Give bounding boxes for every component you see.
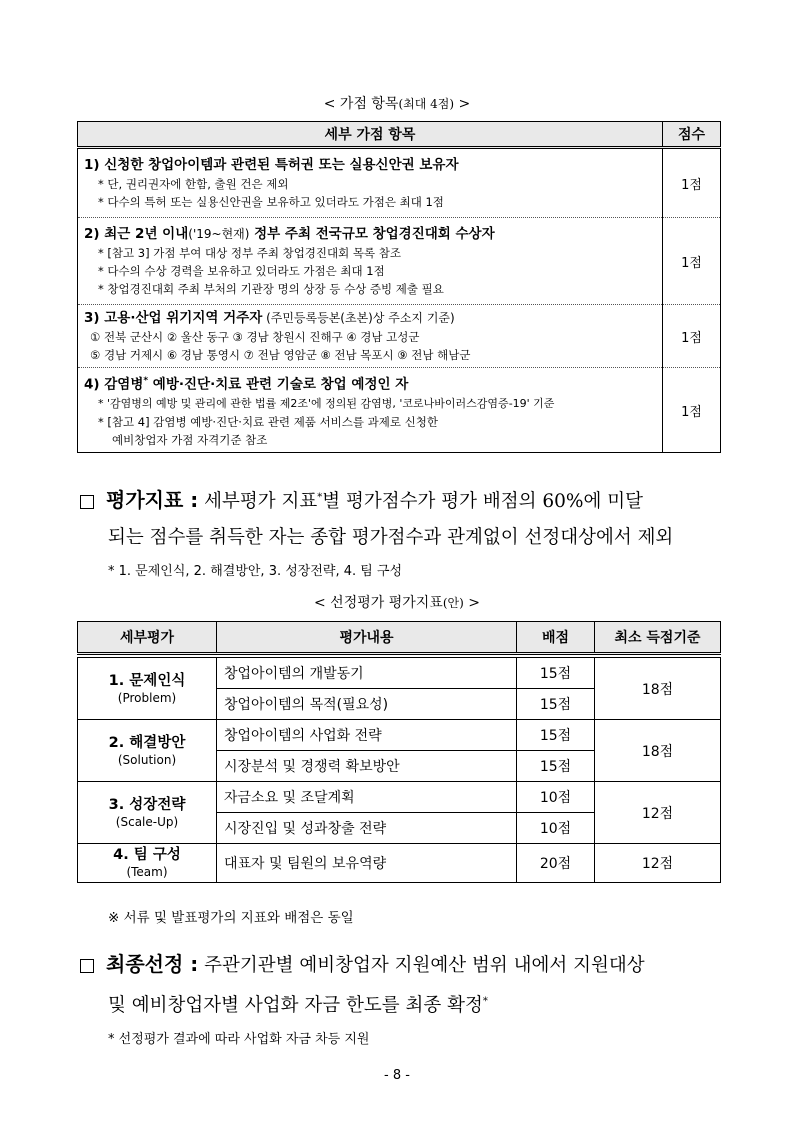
bonus-item-title xyxy=(84,224,656,244)
checkbox-square-icon xyxy=(80,495,94,509)
bonus-item-note: * 창업경진대회 주최 부처의 기관장 명의 상장 등 수상 증빙 제출 필요 xyxy=(98,282,444,296)
paragraph-text: 되는 점수를 취득한 자는 종합 평가점수과 관계없이 선정대상에서 제외 xyxy=(108,527,674,549)
footnote: * 1. 문제인식, 2. 해결방안, 3. 성장전략, 4. 팀 구성 xyxy=(108,564,403,579)
content-cell: 창업아이템의 개발동기 xyxy=(217,658,517,689)
caption-text: < 가점 항목 xyxy=(323,96,399,112)
title-text: 4) 감염병 xyxy=(84,376,144,393)
criterion-english: (Scale-Up) xyxy=(115,814,179,829)
bonus-score: 1점 xyxy=(663,368,721,453)
title-note: (주민등록등본(초본)상 주소지 기준) xyxy=(262,311,455,325)
bonus-points-table xyxy=(77,121,721,453)
criterion-english: (Solution) xyxy=(117,752,177,767)
bonus-item-title xyxy=(84,371,656,395)
title-sup: * xyxy=(143,376,149,387)
table-row xyxy=(78,658,721,689)
region-list: ① 전북 군산시 ② 울산 동구 ③ 경남 창원시 진해구 ④ 경남 고성군 xyxy=(90,330,420,344)
content-cell: 창업아이템의 목적(필요성) xyxy=(217,689,517,720)
bonus-item-note: * 다수의 수상 경력을 보유하고 있더라도 가점은 최대 1점 xyxy=(98,264,385,278)
criterion-name: 4. 팀 구성 xyxy=(113,847,181,863)
caption-text: < 선정평가 평가지표 xyxy=(314,595,443,611)
final-selection-paragraph xyxy=(80,946,722,1024)
criterion-name: 3. 성장전략 xyxy=(108,796,186,813)
paragraph-text: 및 예비창업자별 사업화 자금 한도를 최종 확정 xyxy=(108,995,483,1017)
header-bonus-items: 세부 가점 항목 xyxy=(78,122,663,148)
paragraph-heading: 평가지표 : xyxy=(106,488,199,513)
caption-paren: (최대 4점) xyxy=(398,97,455,111)
title-rest: 예방·진단·치료 관련 기술로 창업 예정인 자 xyxy=(148,376,409,393)
bonus-score: 1점 xyxy=(663,148,721,218)
paragraph-heading: 최종선정 : xyxy=(106,952,199,976)
paragraph-text: 세부평가 지표 xyxy=(198,491,318,513)
bonus-row xyxy=(78,368,721,453)
bonus-item-note: * [참고 4] 감염병 예방·진단·치료 관련 제품 서비스를 과제로 신청한 xyxy=(98,414,438,429)
criterion-name: 2. 해결방안 xyxy=(108,734,186,751)
bonus-row xyxy=(78,148,721,218)
points-cell: 10점 xyxy=(517,813,595,844)
min-score-cell: 12점 xyxy=(595,844,721,883)
bonus-table-caption xyxy=(0,93,794,113)
content-cell: 대표자 및 팀원의 보유역량 xyxy=(217,844,517,883)
caption-end: > xyxy=(454,96,471,112)
min-score-cell: 18점 xyxy=(595,720,721,782)
bonus-item-note: * [참고 3] 가점 부여 대상 정부 주최 창업경진대회 목록 참조 xyxy=(98,246,401,260)
table-note: ※ 서류 및 발표평가의 지표와 배점은 동일 xyxy=(108,910,354,926)
paragraph-text: 주관기관별 예비창업자 지원예산 범위 내에서 지원대상 xyxy=(198,955,645,976)
criterion-english: (Problem) xyxy=(117,690,177,705)
header-min-score: 최소 득점기준 xyxy=(595,622,721,654)
paragraph-text: 별 평가점수가 평가 배점의 60%에 미달 xyxy=(322,491,643,513)
header-content: 평가내용 xyxy=(217,622,517,654)
bonus-item-note: 예비창업자 가점 자격기준 참조 xyxy=(112,432,268,447)
header-score: 점수 xyxy=(663,122,721,148)
footnote-mark: * xyxy=(482,996,488,1007)
page-number: - 8 - xyxy=(384,1068,410,1083)
bonus-row xyxy=(78,218,721,305)
bonus-item-title: 1) 신청한 창업아이템과 관련된 특허권 또는 실용신안권 보유자 xyxy=(84,157,459,173)
criterion-name: 1. 문제인식 xyxy=(108,672,186,689)
footnote: * 선정평가 결과에 따라 사업화 자금 차등 지원 xyxy=(108,1032,370,1047)
bonus-item-title xyxy=(84,308,656,328)
content-cell: 시장분석 및 경쟁력 확보방안 xyxy=(217,751,517,782)
points-cell: 20점 xyxy=(517,844,595,883)
bonus-item-note: * '감염병의 예방 및 관리에 관한 법률 제2조'에 정의된 감염병, '코로나바이러스감염증-19' 기준 xyxy=(98,396,555,410)
points-cell: 15점 xyxy=(517,720,595,751)
region-list: ⑤ 경남 거제시 ⑥ 경남 통영시 ⑦ 전남 영암군 ⑧ 전남 목포시 ⑨ 전남 해남군 xyxy=(90,348,471,362)
bonus-score: 1점 xyxy=(663,218,721,305)
points-cell: 10점 xyxy=(517,782,595,813)
bonus-row xyxy=(78,305,721,368)
table-row xyxy=(78,720,721,751)
title-text: 3) 고용·산업 위기지역 거주자 xyxy=(84,310,263,326)
evaluation-index-paragraph xyxy=(80,480,722,556)
bonus-score: 1점 xyxy=(663,305,721,368)
min-score-cell: 12점 xyxy=(595,782,721,844)
title-rest: 정부 주최 전국규모 창업경진대회 수상자 xyxy=(249,226,495,242)
title-note: ('19~현재) xyxy=(188,227,250,241)
table-row xyxy=(78,844,721,883)
points-cell: 15점 xyxy=(517,658,595,689)
min-score-cell: 18점 xyxy=(595,658,721,720)
criterion-english: (Team) xyxy=(126,865,168,879)
caption-paren: (안) xyxy=(442,596,464,610)
table-row xyxy=(78,782,721,813)
points-cell: 15점 xyxy=(517,751,595,782)
bonus-item-note: * 단, 권리권자에 한함, 출원 건은 제외 xyxy=(98,177,289,191)
checkbox-square-icon xyxy=(80,959,94,973)
content-cell: 자금소요 및 조달계획 xyxy=(217,782,517,813)
content-cell: 창업아이템의 사업화 전략 xyxy=(217,720,517,751)
points-cell: 15점 xyxy=(517,689,595,720)
criterion-cell xyxy=(78,658,217,720)
title-text: 2) 최근 2년 이내 xyxy=(84,226,189,242)
header-criterion: 세부평가 xyxy=(78,622,217,654)
bonus-item-note: * 다수의 특허 또는 실용신안권을 보유하고 있더라도 가점은 최대 1점 xyxy=(98,195,444,209)
caption-end: > xyxy=(463,595,480,611)
evaluation-index-table xyxy=(77,621,721,883)
criterion-cell xyxy=(78,844,217,883)
header-points: 배점 xyxy=(517,622,595,654)
footnote-mark: * xyxy=(317,492,323,503)
criterion-cell xyxy=(78,720,217,782)
content-cell: 시장진입 및 성과창출 전략 xyxy=(217,813,517,844)
evaluation-table-caption xyxy=(0,592,794,612)
criterion-cell xyxy=(78,782,217,844)
